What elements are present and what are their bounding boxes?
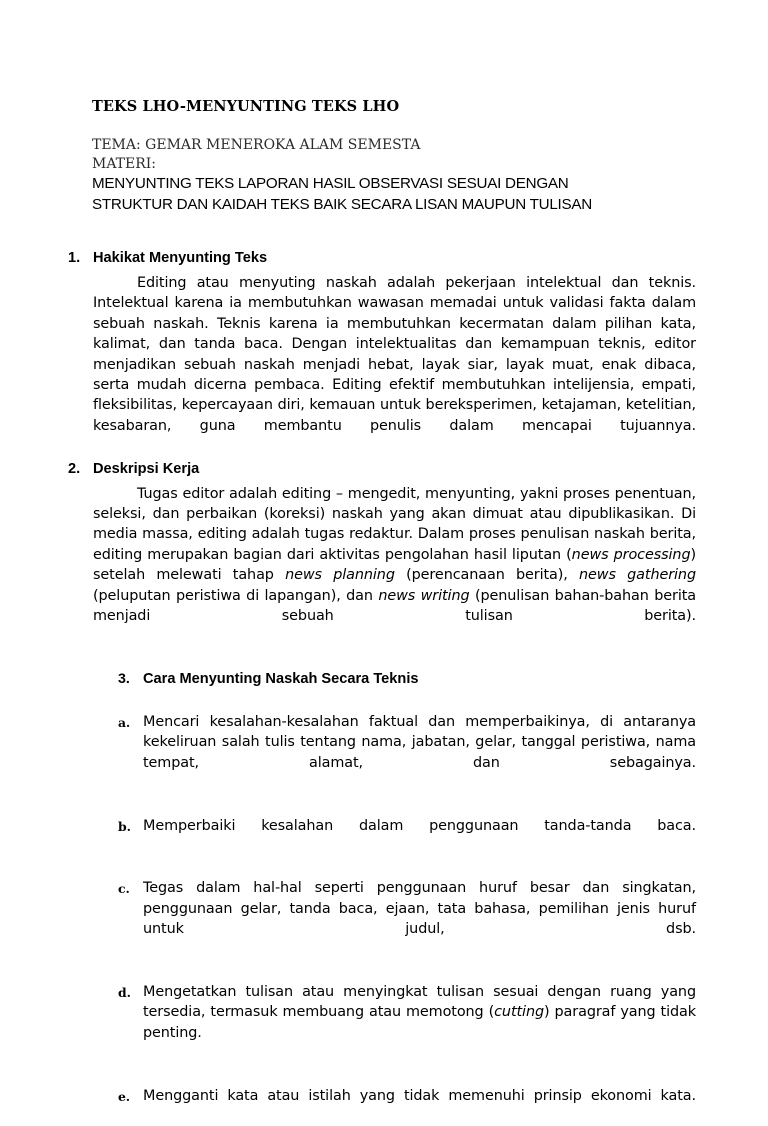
list-item xyxy=(0,1086,768,1126)
list-item xyxy=(0,712,768,794)
list-item-marker: d. xyxy=(118,984,131,1000)
list-item-text: Mengganti kata atau istilah yang tidak memenuhi prinsip ekonomi kata. xyxy=(143,1087,696,1104)
subsection-title-3: Cara Menyunting Naskah Secara Teknis xyxy=(143,670,419,687)
section-paragraph-2: Tugas editor adalah editing – mengedit, menyunting, yakni proses penentuan, seleksi, dan perbaikan (koreksi) naskah yang akan dimuat atau dipublikasikan. Di media massa, editing adalah tugas redaktur. Dalam proses penulisan naskah berita, editing merupakan bagian dari aktivitas pengolahan hasil liputan (news processing) setelah melewati tahap news planning (perencanaan berita), news gathering (peluputan peristiwa di lapangan), dan news writing (penulisan bahan-bahan berita menjadi sebuah tulisan berita). xyxy=(93,485,696,625)
subsection-heading-3 xyxy=(0,669,768,690)
tema-line: TEMA: GEMAR MENEROKA ALAM SEMESTA xyxy=(92,137,421,154)
list-item-text: Memperbaiki kesalahan dalam penggunaan tanda-tanda baca. xyxy=(143,817,696,834)
section-marker-2: 2. xyxy=(68,460,81,477)
materi-label: MATERI: xyxy=(92,156,157,173)
list-item-marker: b. xyxy=(118,818,131,834)
list-item-text: Mengetatkan tulisan atau menyingkat tulisan sesuai dengan ruang yang tersedia, termasuk membuang atau memotong (cutting) paragraf yang tidak penting. xyxy=(143,983,696,1041)
list-item-marker: c. xyxy=(118,881,130,897)
page-title: TEKS LHO-MENYUNTING TEKS LHO xyxy=(92,98,400,115)
document-header xyxy=(92,98,696,215)
list-item-text: Mencari kesalahan-kesalahan faktual dan memperbaikinya, di antaranya kekeliruan salah tulis tentang nama, jabatan, gelar, tanggal peristiwa, nama tempat, alamat, dan sebagainya. xyxy=(143,713,696,771)
list-item-marker: e. xyxy=(118,1088,130,1104)
section-marker-1: 1. xyxy=(68,250,81,266)
list-item xyxy=(0,982,768,1064)
list-item xyxy=(0,816,768,857)
list-item-text: Tegas dalam hal-hal seperti penggunaan huruf besar dan singkatan, penggunaan gelar, tanda baca, ejaan, tata bahasa, pemilihan jenis huruf untuk judul, dsb. xyxy=(143,880,696,938)
document-body xyxy=(0,248,768,1126)
section-paragraph-1: Editing atau menyuting naskah adalah pekerjaan intelektual dan teknis. Intelektual karena ia membutuhkan wawasan memadai untuk validasi fakta dalam sebuah naskah. Teknis karena ia membutuhkan kecermatan dalam pilihan kata, kalimat, dan tanda baca. Dengan intelektualitas dan kemampuan teknis, editor menjadikan sebuah naskah menjadi hebat, layak siar, layak muat, enak dibaca, serta mudah dicerna pembaca. Editing efektif membutuhkan intelijensia, empati, fleksibilitas, kepercayaan diri, kemauan untuk bereksperimen, ketajaman, ketelitian, kesabaran, guna membantu penulis dalam mencapai tujuannya. xyxy=(93,275,696,434)
section-heading-2 xyxy=(0,459,768,480)
section-title-2: Deskripsi Kerja xyxy=(93,460,200,477)
section-title-1: Hakikat Menyunting Teks xyxy=(93,250,268,266)
materi-line-1: MENYUNTING TEKS LAPORAN HASIL OBSERVASI SESUAI DENGAN xyxy=(92,175,569,193)
list-item xyxy=(0,878,768,960)
materi-line-2: STRUKTUR DAN KAIDAH TEKS BAIK SECARA LISAN MAUPUN TULISAN xyxy=(92,195,592,213)
section-heading-1 xyxy=(0,248,768,269)
subsection-marker-3: 3. xyxy=(118,670,130,687)
list-item-marker: a. xyxy=(118,714,131,730)
lettered-list xyxy=(0,712,768,1126)
